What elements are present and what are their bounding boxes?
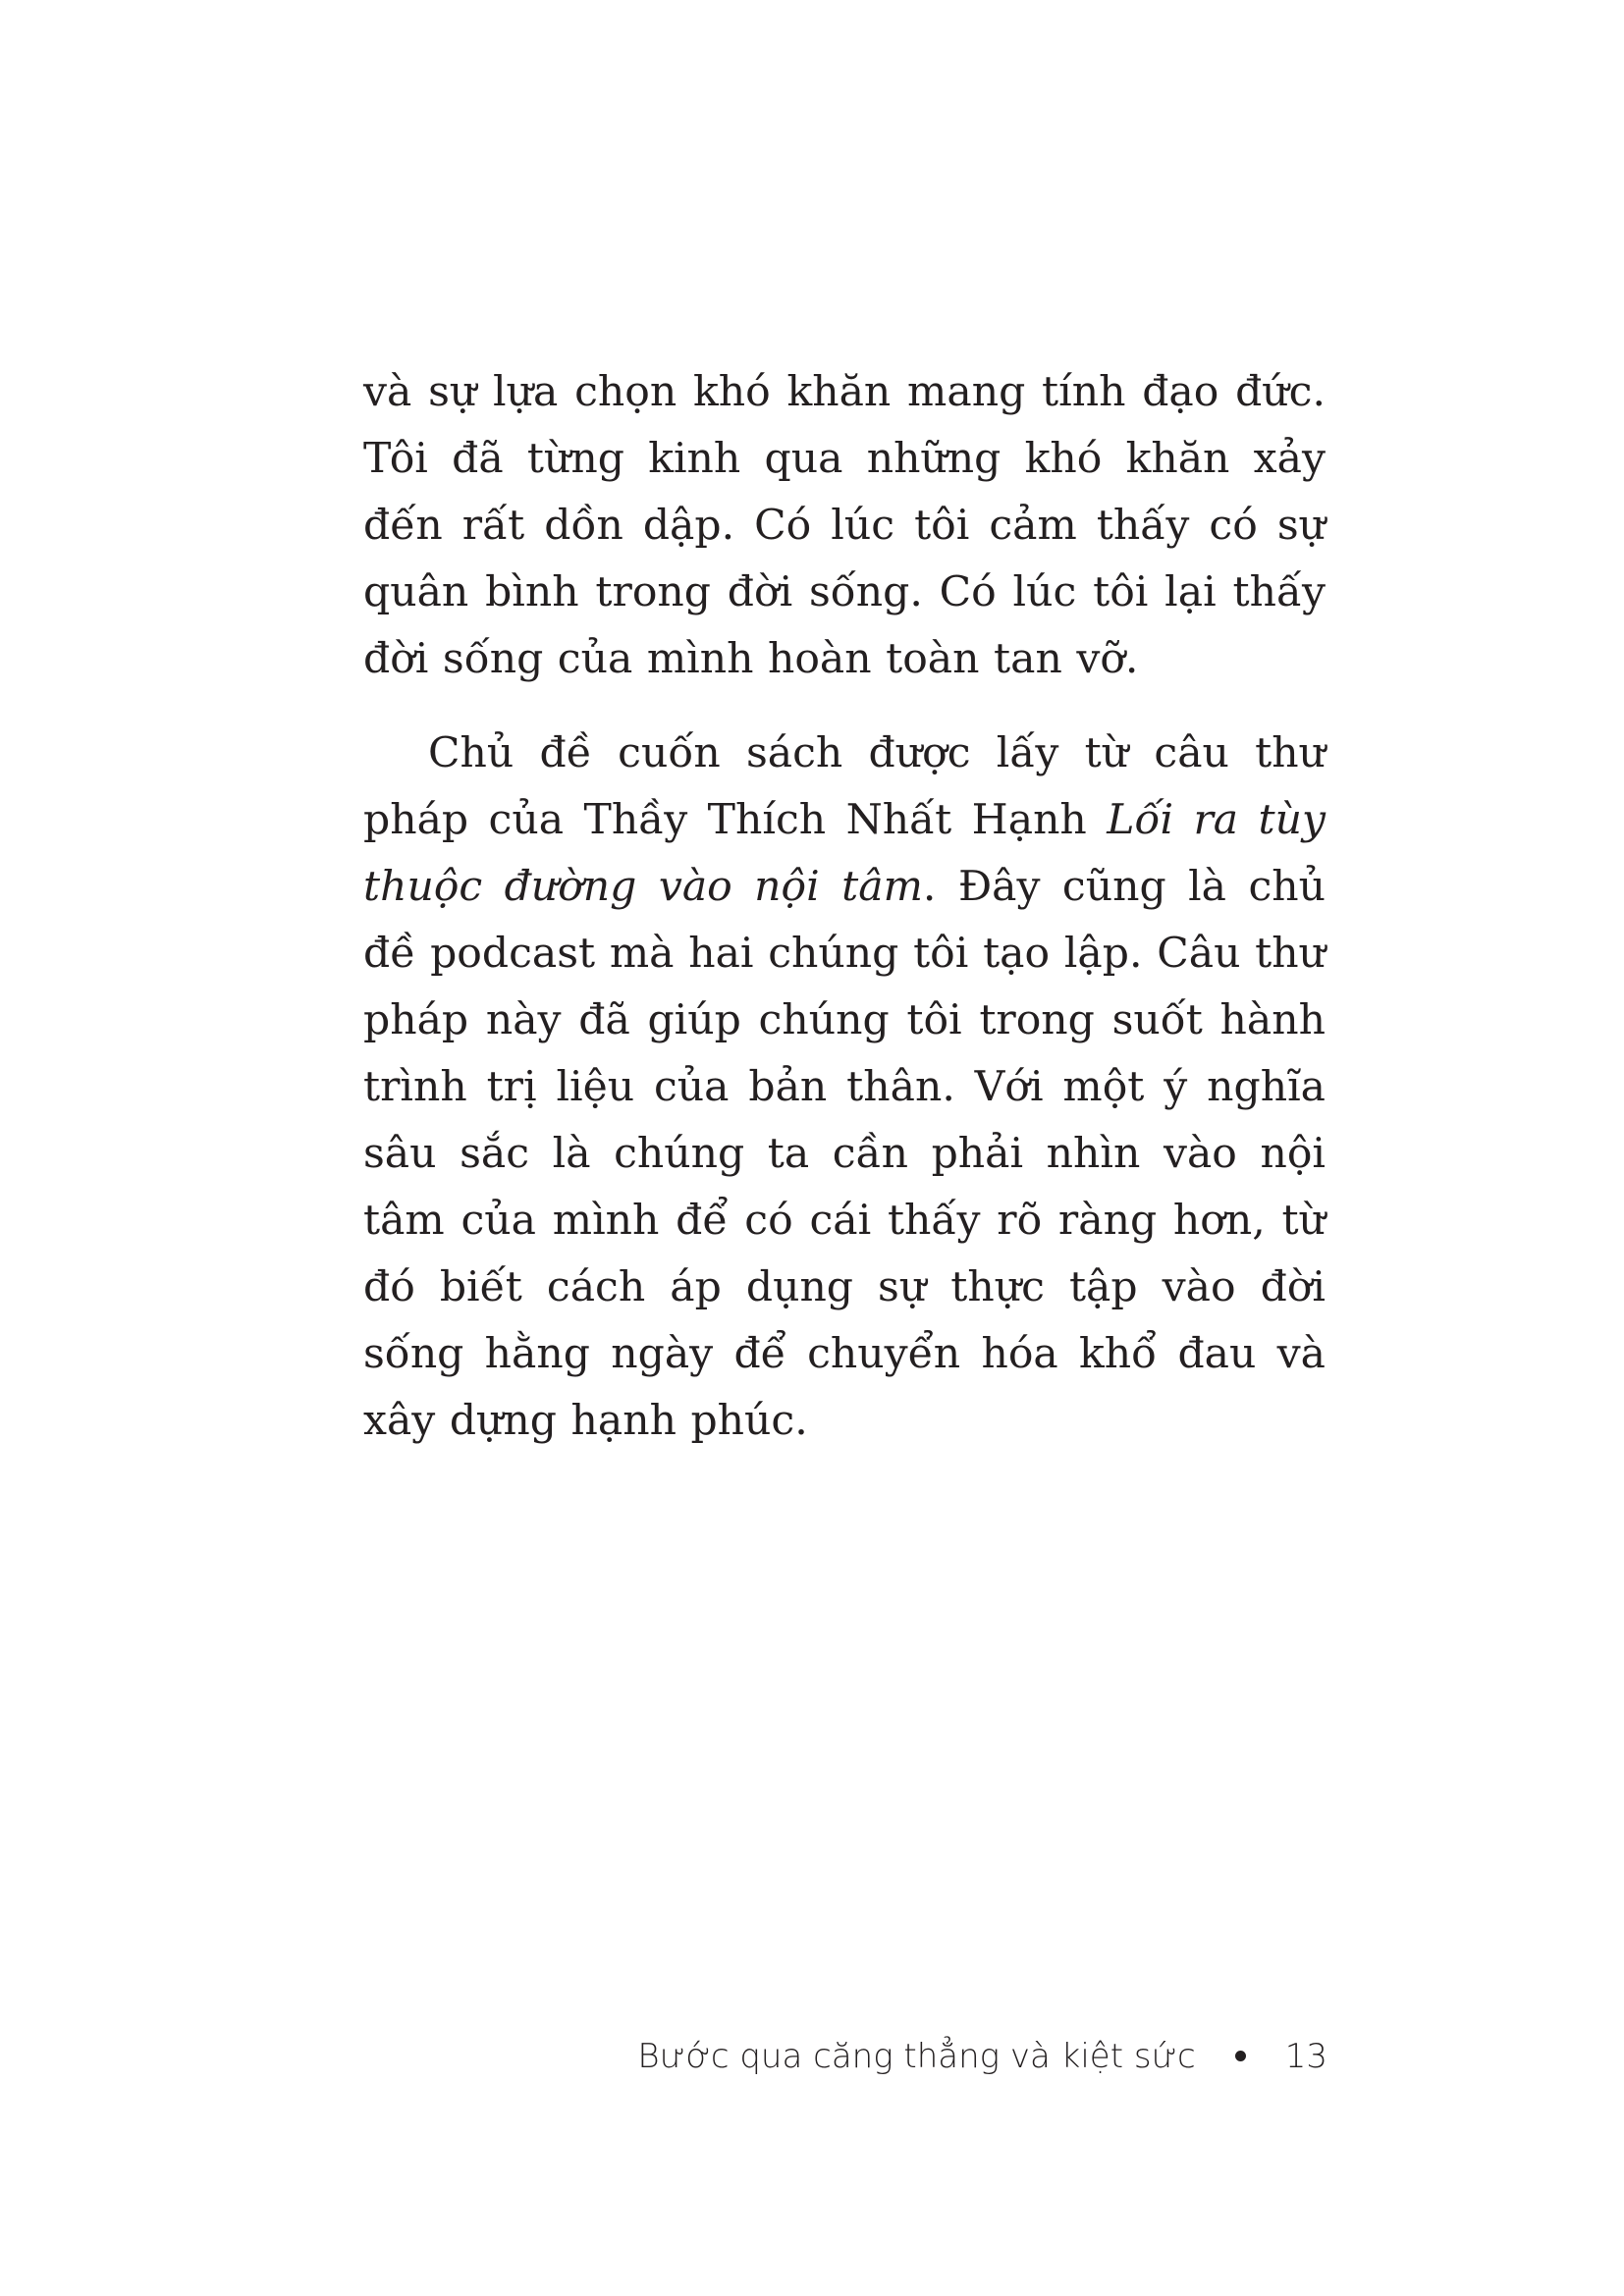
running-title: Bước qua căng thẳng và kiệt sức: [637, 2037, 1196, 2076]
paragraph-2: [363, 721, 1326, 1455]
calligraphy-title: Lối ra tùy thuộc đường vào nội tâm: [363, 796, 1326, 911]
paragraph-1: và sự lựa chọn khó khăn mang tính đạo đức. Tôi đã từng kinh qua những khó khăn xảy đến rất dồn dập. Có lúc tôi cảm thấy có sự quân bình trong đời sống. Có lúc tôi lại thấy đời sống của mình hoàn toàn tan vỡ.: [363, 368, 1326, 683]
page-number: 13: [1284, 2037, 1327, 2076]
page-footer: [637, 2032, 1327, 2081]
paragraph-2-text-end: . Đây cũng là chủ đề podcast mà hai chúng tôi tạo lập. Câu thư pháp này đã giúp chúng tôi trong suốt hành trình trị liệu của bản thân. Với một ý nghĩa sâu sắc là chúng ta cần phải nhìn vào nội tâm của mình để có cái thấy rõ ràng hơn, từ đó biết cách áp dụng sự thực tập vào đời sống hằng ngày để chuyển hóa khổ đau và xây dựng hạnh phúc.: [363, 863, 1326, 1445]
paragraph-2-text-start: Chủ đề cuốn sách được lấy từ câu thư pháp của Thầy Thích Nhất Hạnh: [363, 729, 1326, 844]
body-text: [363, 359, 1326, 1455]
bullet-icon: [1235, 2051, 1246, 2061]
